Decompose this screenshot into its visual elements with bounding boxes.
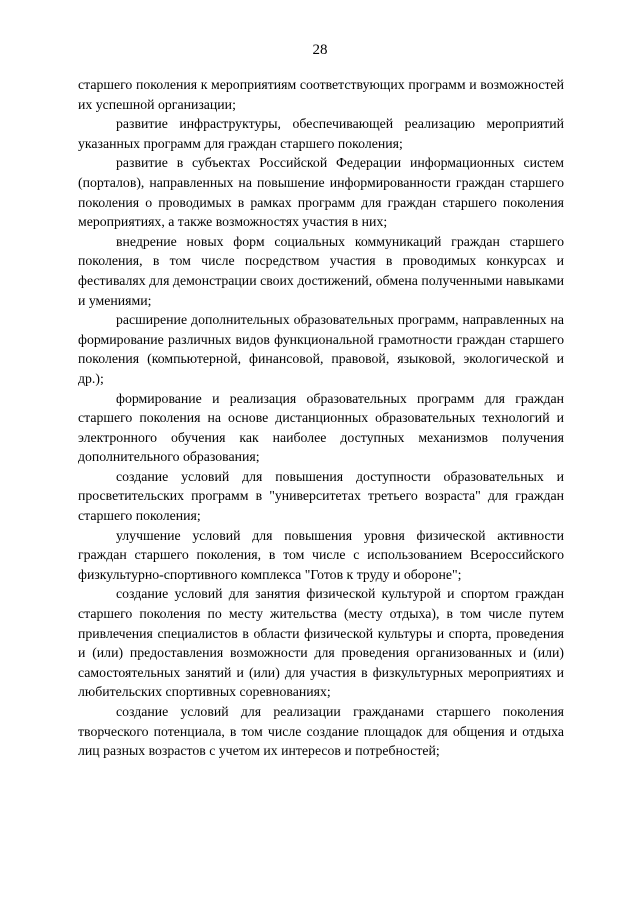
paragraph-sport-conditions: создание условий для занятия физической культурой и спортом граждан старшего поколения по месту жительства (месту отдыха), в том числе путем привлечения специалистов в области физической культуры и спорта, проведения и (или) предоставления возможности для проведения организованных и (или) самостоятельных занятий и (или) для участия в физкультурных мероприятиях и любительских спортивных соревнованиях; — [78, 586, 564, 700]
paragraph-creative-potential: создание условий для реализации гражданами старшего поколения творческого потенциала, в том числе создание площадок для общения и отдыха лиц разных возрастов с учетом их интересов и потребностей; — [78, 704, 564, 759]
paragraph-social-communications: внедрение новых форм социальных коммуникаций граждан старшего поколения, в том числе посредством участия в проводимых конкурсах и фестивалях для демонстрации своих достижений, обмена полученными навыками и умениями; — [78, 233, 564, 308]
paragraph-distance-learning: формирование и реализация образовательных программ для граждан старшего поколения на основе дистанционных образовательных технологий и электронного обучения как наиболее доступных механизмов получения дополнительного образования; — [78, 390, 564, 465]
page-number: 28 — [312, 42, 328, 58]
paragraph-continuation: старшего поколения к мероприятиям соответствующих программ и возможностей их успешной организации; — [78, 77, 564, 112]
document-body — [78, 75, 564, 761]
paragraph-educational-programs: расширение дополнительных образовательных программ, направленных на формирование различных видов функциональной грамотности граждан старшего поколения (компьютерной, финансовой, правовой, языковой, экологической и др.); — [78, 312, 564, 386]
paragraph-physical-activity: улучшение условий для повышения уровня физической активности граждан старшего поколения, в том числе с использованием Всероссийского физкультурно-спортивного комплекса "Готов к труду и обороне"; — [78, 527, 564, 582]
paragraph-third-age-universities: создание условий для повышения доступности образовательных и просветительских программ в "университетах третьего возраста" для граждан старшего поколения; — [78, 468, 564, 524]
paragraph-information-systems: развитие в субъектах Российской Федерации информационных систем (порталов), направленных на повышение информированности граждан старшего поколения о проводимых в рамках программ для граждан старшего поколения мероприятиях, а также возможностях участия в них; — [78, 155, 564, 230]
paragraph-infrastructure: развитие инфраструктуры, обеспечивающей реализацию мероприятий указанных программ для граждан старшего поколения; — [78, 116, 564, 151]
